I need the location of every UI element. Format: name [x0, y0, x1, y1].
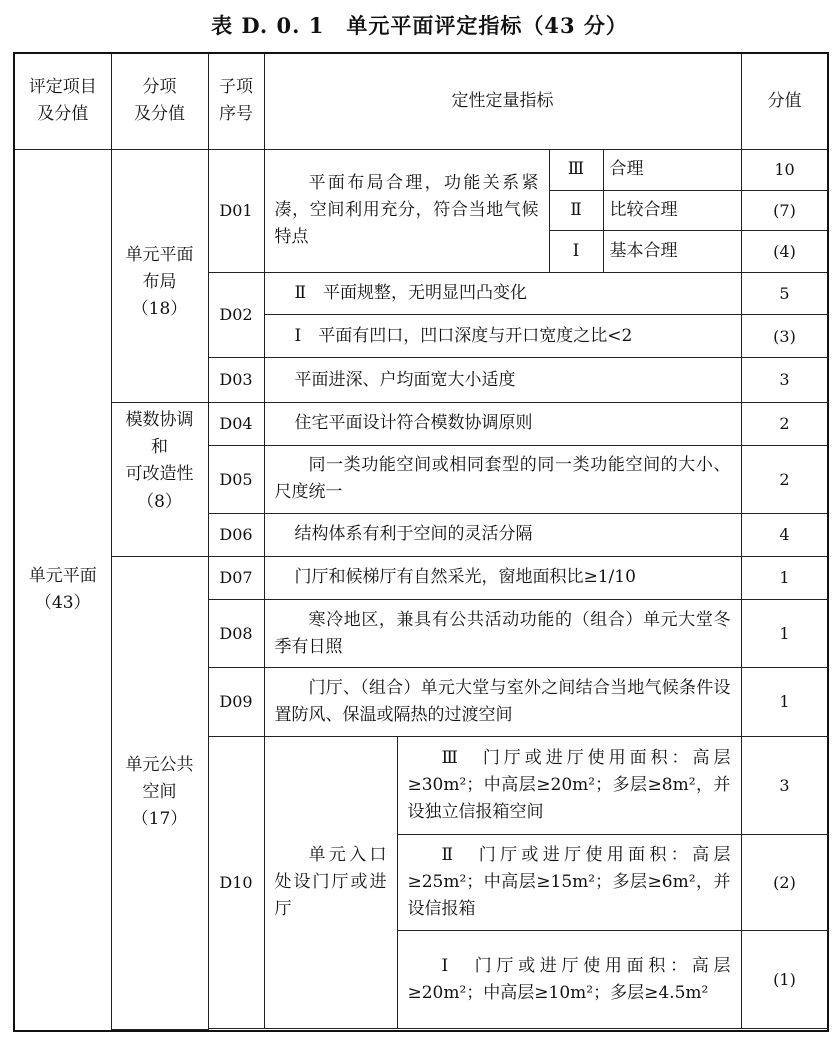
code-d02: D02	[208, 272, 264, 358]
d01-grade-2-text: 比较合理	[603, 191, 741, 231]
evaluation-table	[13, 52, 829, 1032]
subitem-layout: 单元平面 布局 （18）	[111, 149, 208, 403]
d01-grade-1-text: 基本合理	[603, 230, 741, 272]
d03-score: 3	[741, 358, 828, 403]
d07-text: 门厅和候梯厅有自然采光，窗地面积比≥1/10	[264, 556, 741, 600]
d01-grade-1-score: (4)	[741, 230, 828, 272]
d08-text: 寒冷地区，兼具有公共活动功能的（组合）单元大堂冬季有日照	[264, 600, 741, 668]
code-d08: D08	[208, 600, 264, 668]
header-indicator: 定性定量指标	[264, 53, 741, 149]
d01-grade-2: Ⅱ	[549, 191, 603, 231]
spacer-row	[14, 1029, 828, 1031]
spacer-cell	[111, 1029, 828, 1031]
d10-grade-2-score: (2)	[741, 835, 828, 931]
table-title: 表 D. 0. 1 单元平面评定指标（43 分）	[211, 13, 628, 38]
d03-text: 平面进深、户均面宽大小适度	[264, 358, 741, 403]
header-score: 分值	[741, 53, 828, 149]
d01-grade-3-score: 10	[741, 149, 828, 191]
d02-grade-1: Ⅰ 平面有凹口，凹口深度与开口宽度之比<2	[264, 315, 741, 358]
d09-text: 门厅、（组合）单元大堂与室外之间结合当地气候条件设置防风、保温或隔热的过渡空间	[264, 668, 741, 737]
d01-grade-3-text: 合理	[603, 149, 741, 191]
code-d01: D01	[208, 149, 264, 272]
header-subitem: 分项 及分值	[111, 53, 208, 149]
subitem-modular: 模数协调 和 可改造性 （8）	[111, 403, 208, 556]
code-d09: D09	[208, 668, 264, 737]
d10-grade-1: Ⅰ 门厅或进厅使用面积：高层≥20m²；中高层≥10m²；多层≥4.5m²	[397, 931, 741, 1029]
d01-grade-2-score: (7)	[741, 191, 828, 231]
d01-grade-3: Ⅲ	[549, 149, 603, 191]
d01-grade-1: Ⅰ	[549, 230, 603, 272]
code-d03: D03	[208, 358, 264, 403]
header-item: 评定项目 及分值	[14, 53, 111, 149]
header-code: 子项 序号	[208, 53, 264, 149]
item-cell: 单元平面 （43）	[14, 149, 111, 1031]
code-d06: D06	[208, 513, 264, 556]
d06-score: 4	[741, 513, 828, 556]
d06-text: 结构体系有利于空间的灵活分隔	[264, 513, 741, 556]
d05-score: 2	[741, 445, 828, 513]
d10-grade-3: Ⅲ 门厅或进厅使用面积：高层≥30m²；中高层≥20m²；多层≥8m²，并设独立信报箱空间	[397, 737, 741, 835]
table-row	[14, 149, 828, 191]
code-d05: D05	[208, 445, 264, 513]
table-row	[14, 556, 828, 600]
d05-text: 同一类功能空间或相同套型的同一类功能空间的大小、尺度统一	[264, 445, 741, 513]
d02-grade-1-score: (3)	[741, 315, 828, 358]
table-row	[14, 403, 828, 446]
d10-description: 单元入口处设门厅或进厅	[264, 737, 397, 1029]
code-d10: D10	[208, 737, 264, 1029]
d02-grade-2: Ⅱ 平面规整，无明显凹凸变化	[264, 272, 741, 315]
subitem-public-space: 单元公共 空间 （17）	[111, 556, 208, 1029]
d10-grade-2: Ⅱ 门厅或进厅使用面积：高层≥25m²；中高层≥15m²；多层≥6m²，并设信报箱	[397, 835, 741, 931]
d01-description: 平面布局合理，功能关系紧凑，空间利用充分，符合当地气候特点	[264, 149, 549, 272]
d04-score: 2	[741, 403, 828, 446]
d09-score: 1	[741, 668, 828, 737]
code-d04: D04	[208, 403, 264, 446]
header-row	[14, 53, 828, 149]
d07-score: 1	[741, 556, 828, 600]
d02-grade-2-score: 5	[741, 272, 828, 315]
d10-grade-3-score: 3	[741, 737, 828, 835]
d04-text: 住宅平面设计符合模数协调原则	[264, 403, 741, 446]
d08-score: 1	[741, 600, 828, 668]
code-d07: D07	[208, 556, 264, 600]
d10-grade-1-score: (1)	[741, 931, 828, 1029]
